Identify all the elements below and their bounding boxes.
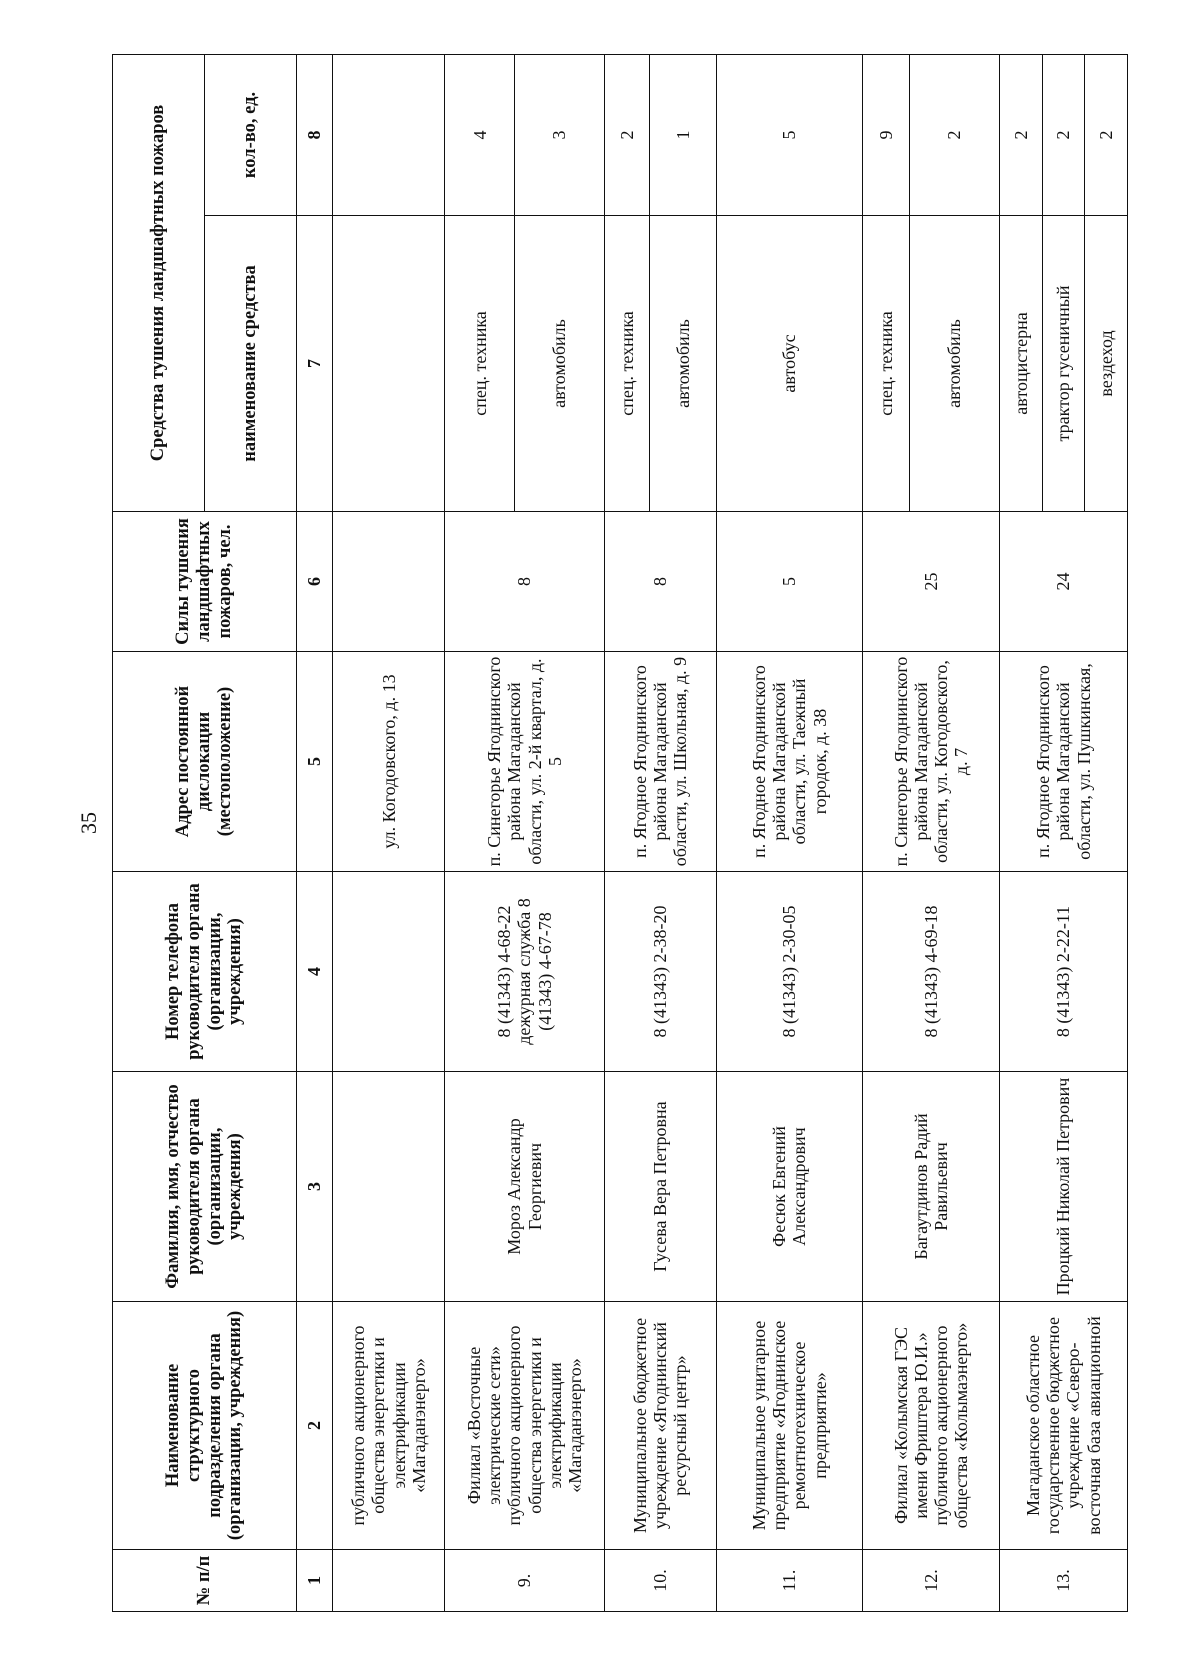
row-forces	[333, 512, 445, 652]
row-head: Багаутдинов Радий Равильевич	[862, 1072, 999, 1302]
row-address: п. Ягодное Ягоднинского района Магаданской области, ул. Школьная, д. 9	[604, 652, 716, 872]
row-means-count: 9	[862, 54, 909, 215]
page-number: 35	[76, 812, 101, 834]
row-means-name: автомобиль	[910, 216, 1000, 512]
table-row	[604, 54, 649, 1611]
row-forces: 8	[604, 512, 716, 652]
row-name: публичного акционерного общества энергетики и электрификации «Магаданэнерго»	[333, 1302, 445, 1550]
col-number: 2	[297, 1302, 333, 1550]
header-means-name: наименование средства	[205, 216, 297, 512]
row-head: Гусева Вера Петровна	[604, 1072, 716, 1302]
row-means-count: 4	[445, 54, 515, 215]
fire-forces-table	[112, 54, 1128, 1612]
col-number: 5	[297, 652, 333, 872]
header-name: Наименование структурного подразделения органа (организации, учреждения)	[113, 1302, 297, 1550]
header-address: Адрес постоянной дислокации (местоположение)	[113, 652, 297, 872]
col-number: 3	[297, 1072, 333, 1302]
row-head: Процкий Николай Петрович	[999, 1072, 1127, 1302]
row-means-name: автомобиль	[649, 216, 716, 512]
col-number: 6	[297, 512, 333, 652]
row-phone: 8 (41343) 2-38-20	[604, 872, 716, 1072]
row-forces: 8	[445, 512, 604, 652]
rotated-table-container	[112, 55, 1128, 1612]
table-row	[999, 54, 1042, 1611]
header-forces: Силы тушения ландшафтных пожаров, чел.	[113, 512, 297, 652]
row-means-count: 2	[1085, 54, 1128, 215]
row-num: 11.	[716, 1550, 862, 1612]
row-phone	[333, 872, 445, 1072]
row-address: п. Ягодное Ягоднинского района Магаданской области, ул. Пушкинская,	[999, 652, 1127, 872]
row-forces: 24	[999, 512, 1127, 652]
row-forces: 5	[716, 512, 862, 652]
row-means-name: автомобиль	[514, 216, 604, 512]
row-address: п. Ягодное Ягоднинского района Магаданской области, ул. Таежный городок, д. 38	[716, 652, 862, 872]
row-means-count: 2	[1042, 54, 1085, 215]
col-number: 8	[297, 54, 333, 215]
col-number: 7	[297, 216, 333, 512]
row-name: Магаданское областное государственное бюджетное учреждение «Северо-восточная база авиационной	[999, 1302, 1127, 1550]
header-head: Фамилия, имя, отчество руководителя органа (организации, учреждения)	[113, 1072, 297, 1302]
row-means-count: 1	[649, 54, 716, 215]
header-phone: Номер телефона руководителя органа (организации, учреждения)	[113, 872, 297, 1072]
row-phone: 8 (41343) 4-68-22 дежурная служба 8 (41343) 4-67-78	[445, 872, 604, 1072]
row-means-name: спец. техника	[604, 216, 649, 512]
row-name: Муниципальное бюджетное учреждение «Ягоднинский ресурсный центр»	[604, 1302, 716, 1550]
row-head: Фесюк Евгений Александрович	[716, 1072, 862, 1302]
table-row	[862, 54, 909, 1611]
row-num	[333, 1550, 445, 1612]
table-row	[716, 54, 862, 1611]
row-address: п. Синегорье Ягоднинского района Магаданской области, ул. Когодовского, д. 7	[862, 652, 999, 872]
row-head	[333, 1072, 445, 1302]
row-means-name: спец. техника	[445, 216, 515, 512]
row-num: 10.	[604, 1550, 716, 1612]
table-row	[333, 54, 445, 1611]
row-means-name: вездеход	[1085, 216, 1128, 512]
table-row	[445, 54, 515, 1611]
row-address: п. Синегорье Ягоднинского района Магаданской области, ул. 2-й квартал, д. 5	[445, 652, 604, 872]
row-forces: 25	[862, 512, 999, 652]
row-phone: 8 (41343) 2-22-11	[999, 872, 1127, 1072]
row-name: Филиал «Колымская ГЭС имени Фриштера Ю.И.» публичного акционерного общества «Колымаэнерго»	[862, 1302, 999, 1550]
row-num: 12.	[862, 1550, 999, 1612]
row-means-count: 2	[999, 54, 1042, 215]
row-means-name: спец. техника	[862, 216, 909, 512]
row-means-name: автобус	[716, 216, 862, 512]
header-means-count: кол-во, ед.	[205, 54, 297, 215]
row-num: 9.	[445, 1550, 604, 1612]
row-means-name: автоцистерна	[999, 216, 1042, 512]
row-means-count: 2	[910, 54, 1000, 215]
row-means-name: трактор гусеничный	[1042, 216, 1085, 512]
row-address: ул. Когодовского, д. 13	[333, 652, 445, 872]
header-num: № п/п	[113, 1550, 297, 1612]
row-head: Мороз Александр Георгиевич	[445, 1072, 604, 1302]
row-means-name	[333, 216, 445, 512]
row-means-count: 2	[604, 54, 649, 215]
row-means-count: 3	[514, 54, 604, 215]
row-name: Филиал «Восточные электрические сети» публичного акционерного общества энергетики и электрификации «Магаданэнерго»	[445, 1302, 604, 1550]
header-means: Средства тушения ландшафтных пожаров	[113, 54, 205, 511]
row-means-count	[333, 54, 445, 215]
col-number: 4	[297, 872, 333, 1072]
row-means-count: 5	[716, 54, 862, 215]
col-number: 1	[297, 1550, 333, 1612]
row-phone: 8 (41343) 4-69-18	[862, 872, 999, 1072]
row-num: 13.	[999, 1550, 1127, 1612]
row-name: Муниципальное унитарное предприятие «Ягоднинское ремонтнотехническое предприятие»	[716, 1302, 862, 1550]
row-phone: 8 (41343) 2-30-05	[716, 872, 862, 1072]
